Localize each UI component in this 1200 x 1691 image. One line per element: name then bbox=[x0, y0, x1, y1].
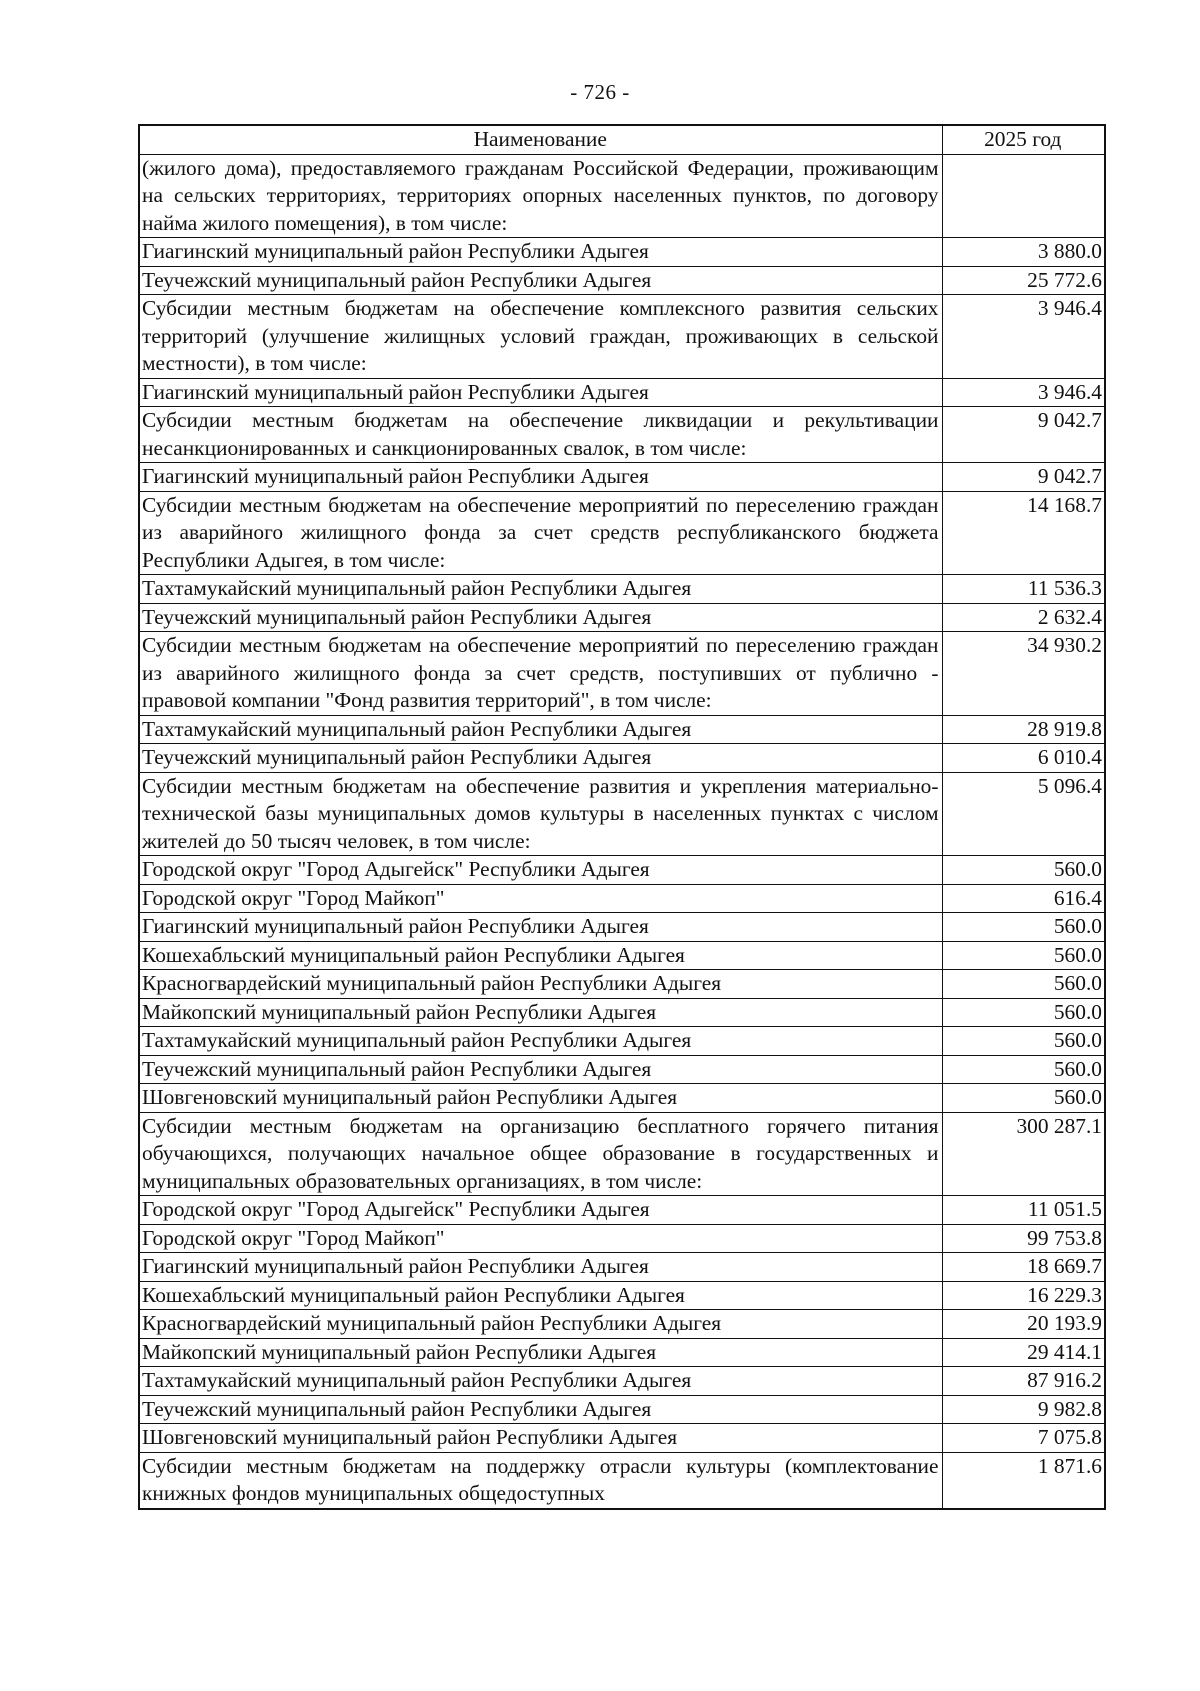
table-body bbox=[139, 154, 1105, 1509]
table-row bbox=[139, 491, 1105, 575]
table-row bbox=[139, 463, 1105, 492]
row-value: 29 414.1 bbox=[942, 1338, 1105, 1367]
table-row bbox=[139, 378, 1105, 407]
row-name: Красногвардейский муниципальный район Республики Адыгея bbox=[139, 970, 942, 999]
column-header-name: Наименование bbox=[139, 125, 942, 154]
row-name: Кошехабльский муниципальный район Республики Адыгея bbox=[139, 1281, 942, 1310]
table-row bbox=[139, 238, 1105, 267]
row-value: 11 051.5 bbox=[942, 1196, 1105, 1225]
table-row bbox=[139, 1253, 1105, 1282]
row-value: 5 096.4 bbox=[942, 772, 1105, 856]
table-row bbox=[139, 1224, 1105, 1253]
row-name: Кошехабльский муниципальный район Республики Адыгея bbox=[139, 941, 942, 970]
row-name: Городской округ "Город Адыгейск" Республики Адыгея bbox=[139, 856, 942, 885]
table-row bbox=[139, 772, 1105, 856]
table-row bbox=[139, 998, 1105, 1027]
page-number: - 726 - bbox=[570, 80, 630, 104]
row-value: 9 042.7 bbox=[942, 407, 1105, 463]
row-name: Субсидии местным бюджетам на обеспечение ликвидации и рекультивации несанкционированных и санкционированных свалок, в том числе: bbox=[139, 407, 942, 463]
row-value: 14 168.7 bbox=[942, 491, 1105, 575]
row-value: 560.0 bbox=[942, 1055, 1105, 1084]
row-value: 25 772.6 bbox=[942, 266, 1105, 295]
row-value: 3 946.4 bbox=[942, 295, 1105, 379]
table-row bbox=[139, 154, 1105, 238]
row-name: Тахтамукайский муниципальный район Республики Адыгея bbox=[139, 1367, 942, 1396]
row-name: Теучежский муниципальный район Республики Адыгея bbox=[139, 1395, 942, 1424]
table-row bbox=[139, 1338, 1105, 1367]
row-value: 99 753.8 bbox=[942, 1224, 1105, 1253]
row-value: 560.0 bbox=[942, 970, 1105, 999]
row-value: 1 871.6 bbox=[942, 1452, 1105, 1509]
table-row bbox=[139, 970, 1105, 999]
row-value: 18 669.7 bbox=[942, 1253, 1105, 1282]
table-row bbox=[139, 1367, 1105, 1396]
column-header-year: 2025 год bbox=[942, 125, 1105, 154]
table-row bbox=[139, 884, 1105, 913]
table-row bbox=[139, 1055, 1105, 1084]
row-value: 3 880.0 bbox=[942, 238, 1105, 267]
row-value: 9 982.8 bbox=[942, 1395, 1105, 1424]
row-name: (жилого дома), предоставляемого гражданам Российской Федерации, проживающим на сельских территориях, территориях опорных населенных пунктов, по договору найма жилого помещения), в том числе: bbox=[139, 154, 942, 238]
row-name: Городской округ "Город Майкоп" bbox=[139, 884, 942, 913]
table-row bbox=[139, 1027, 1105, 1056]
row-value: 34 930.2 bbox=[942, 632, 1105, 716]
row-value: 87 916.2 bbox=[942, 1367, 1105, 1396]
row-value: 560.0 bbox=[942, 913, 1105, 942]
table-row bbox=[139, 266, 1105, 295]
row-value: 560.0 bbox=[942, 1027, 1105, 1056]
row-value: 28 919.8 bbox=[942, 715, 1105, 744]
row-name: Тахтамукайский муниципальный район Республики Адыгея bbox=[139, 715, 942, 744]
row-value: 11 536.3 bbox=[942, 575, 1105, 604]
table-row bbox=[139, 1395, 1105, 1424]
row-value: 7 075.8 bbox=[942, 1424, 1105, 1453]
row-value: 560.0 bbox=[942, 998, 1105, 1027]
table-row bbox=[139, 1196, 1105, 1225]
table-row bbox=[139, 744, 1105, 773]
table-row bbox=[139, 941, 1105, 970]
row-value: 9 042.7 bbox=[942, 463, 1105, 492]
row-name: Субсидии местным бюджетам на обеспечение мероприятий по переселению граждан из аварийного жилищного фонда за счет средств, поступивших от публично - правовой компании "Фонд развития территорий", в том числе: bbox=[139, 632, 942, 716]
row-value: 616.4 bbox=[942, 884, 1105, 913]
row-name: Майкопский муниципальный район Республики Адыгея bbox=[139, 1338, 942, 1367]
table-row bbox=[139, 575, 1105, 604]
table-row bbox=[139, 603, 1105, 632]
row-name: Шовгеновский муниципальный район Республики Адыгея bbox=[139, 1084, 942, 1113]
row-name: Субсидии местным бюджетам на поддержку отрасли культуры (комплектование книжных фондов муниципальных общедоступных bbox=[139, 1452, 942, 1509]
table-row bbox=[139, 295, 1105, 379]
row-name: Городской округ "Город Адыгейск" Республики Адыгея bbox=[139, 1196, 942, 1225]
row-name: Теучежский муниципальный район Республики Адыгея bbox=[139, 266, 942, 295]
row-value bbox=[942, 154, 1105, 238]
row-value: 560.0 bbox=[942, 941, 1105, 970]
row-name: Гиагинский муниципальный район Республики Адыгея bbox=[139, 1253, 942, 1282]
row-value: 2 632.4 bbox=[942, 603, 1105, 632]
row-name: Теучежский муниципальный район Республики Адыгея bbox=[139, 603, 942, 632]
table-row bbox=[139, 715, 1105, 744]
row-value: 6 010.4 bbox=[942, 744, 1105, 773]
row-name: Гиагинский муниципальный район Республики Адыгея bbox=[139, 238, 942, 267]
row-name: Городской округ "Город Майкоп" bbox=[139, 1224, 942, 1253]
row-name: Субсидии местным бюджетам на обеспечение комплексного развития сельских территорий (улучшение жилищных условий граждан, проживающих в сельской местности), в том числе: bbox=[139, 295, 942, 379]
row-value: 560.0 bbox=[942, 1084, 1105, 1113]
table-row bbox=[139, 632, 1105, 716]
row-name: Гиагинский муниципальный район Республики Адыгея bbox=[139, 913, 942, 942]
row-value: 3 946.4 bbox=[942, 378, 1105, 407]
table-header-row bbox=[139, 125, 1105, 154]
row-name: Тахтамукайский муниципальный район Республики Адыгея bbox=[139, 1027, 942, 1056]
row-name: Теучежский муниципальный район Республики Адыгея bbox=[139, 744, 942, 773]
table-row bbox=[139, 407, 1105, 463]
row-name: Гиагинский муниципальный район Республики Адыгея bbox=[139, 463, 942, 492]
budget-table bbox=[138, 124, 1106, 1510]
table-row bbox=[139, 1310, 1105, 1339]
row-value: 560.0 bbox=[942, 856, 1105, 885]
row-name: Субсидии местным бюджетам на организацию бесплатного горячего питания обучающихся, получающих начальное общее образование в государственных и муниципальных образовательных организациях, в том числе: bbox=[139, 1112, 942, 1196]
row-name: Шовгеновский муниципальный район Республики Адыгея bbox=[139, 1424, 942, 1453]
table-row bbox=[139, 1112, 1105, 1196]
table-row bbox=[139, 1452, 1105, 1509]
row-name: Субсидии местным бюджетам на обеспечение мероприятий по переселению граждан из аварийного жилищного фонда за счет средств республиканского бюджета Республики Адыгея, в том числе: bbox=[139, 491, 942, 575]
row-name: Гиагинский муниципальный район Республики Адыгея bbox=[139, 378, 942, 407]
row-name: Красногвардейский муниципальный район Республики Адыгея bbox=[139, 1310, 942, 1339]
table-row bbox=[139, 1424, 1105, 1453]
row-name: Субсидии местным бюджетам на обеспечение развития и укрепления материально-технической базы муниципальных домов культуры в населенных пунктах с числом жителей до 50 тысяч человек, в том числе: bbox=[139, 772, 942, 856]
table-row bbox=[139, 1084, 1105, 1113]
table-row bbox=[139, 856, 1105, 885]
row-name: Майкопский муниципальный район Республики Адыгея bbox=[139, 998, 942, 1027]
row-value: 300 287.1 bbox=[942, 1112, 1105, 1196]
row-name: Теучежский муниципальный район Республики Адыгея bbox=[139, 1055, 942, 1084]
row-value: 16 229.3 bbox=[942, 1281, 1105, 1310]
table-row bbox=[139, 913, 1105, 942]
row-name: Тахтамукайский муниципальный район Республики Адыгея bbox=[139, 575, 942, 604]
row-value: 20 193.9 bbox=[942, 1310, 1105, 1339]
table-row bbox=[139, 1281, 1105, 1310]
